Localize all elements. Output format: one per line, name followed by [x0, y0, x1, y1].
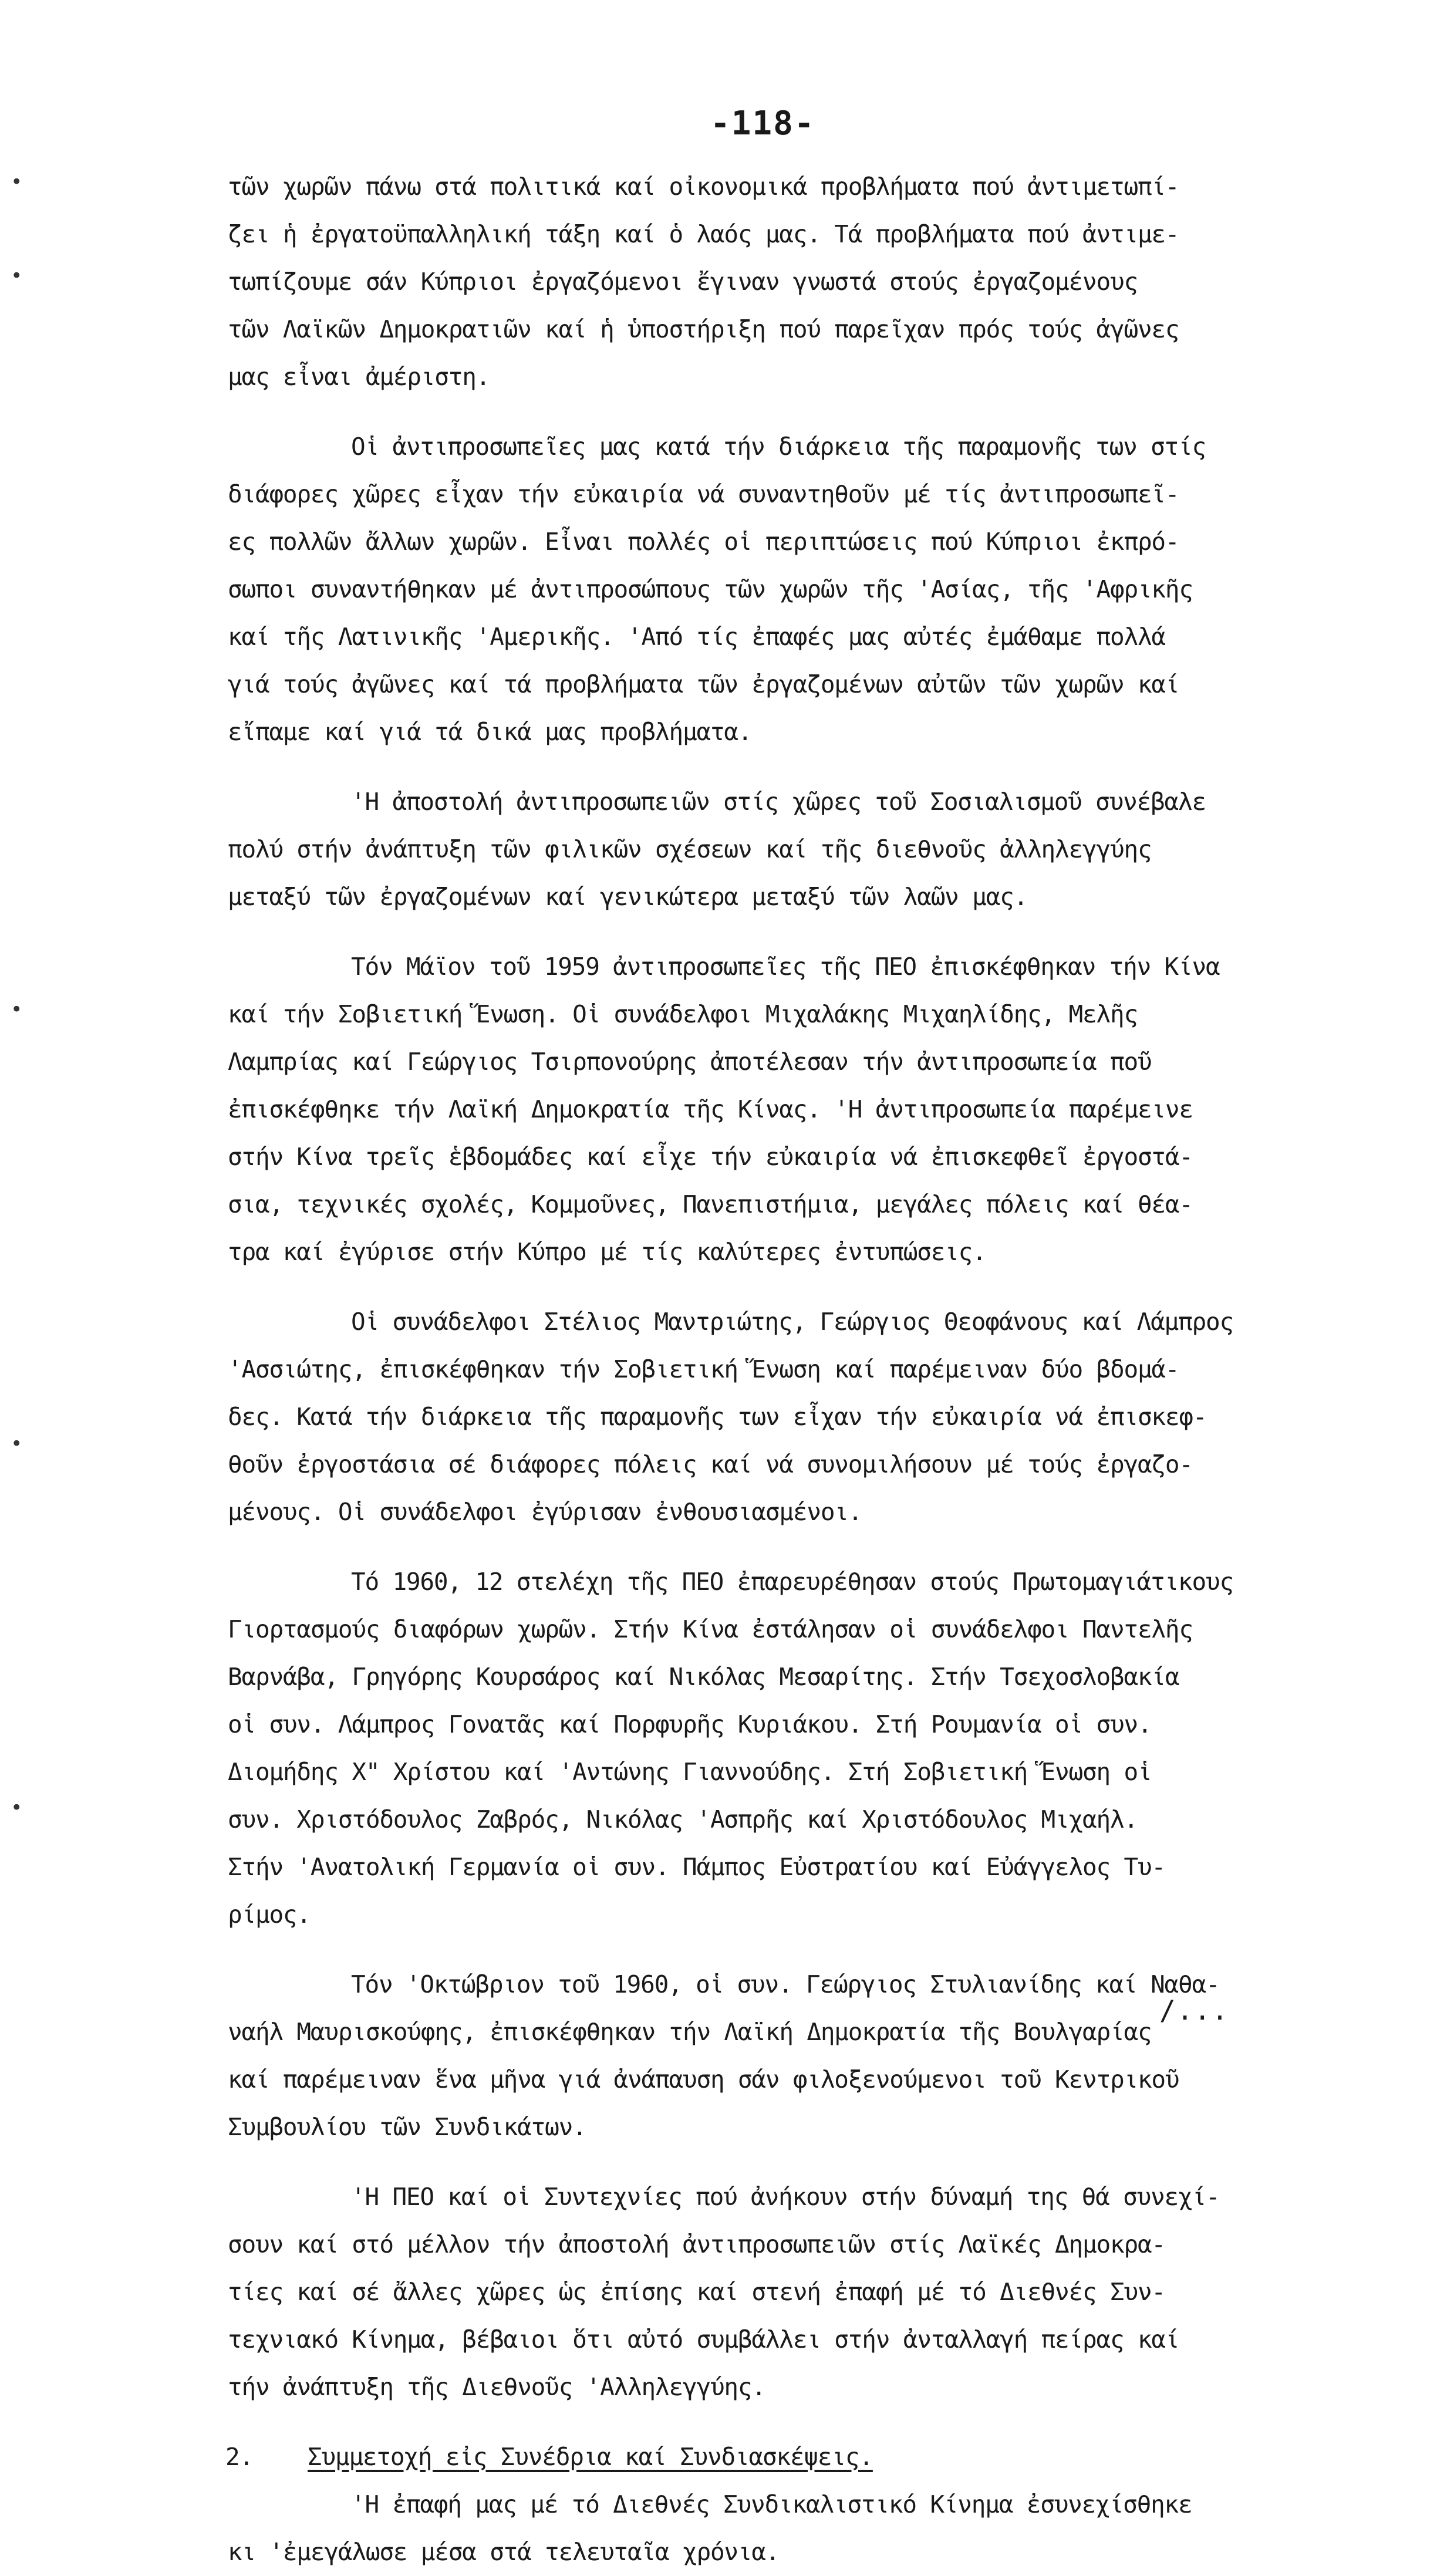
- text-line: Συμβουλίου τῶν Συνδικάτων.: [228, 2113, 586, 2141]
- text-line: 'Ασσιώτης, ἐπισκέφθηκαν τήν Σοβιετική Ἕνωση καί παρέμειναν δύο βδομά-: [228, 1355, 1179, 1383]
- text-line: Λαμπρίας καί Γεώργιος Τσιρπονούρης ἀποτέλεσαν τήν ἀντιπροσωπεία ποῦ: [228, 1048, 1152, 1076]
- text-line: Στήν 'Ανατολική Γερμανία οἱ συν. Πάμπος Εὐστρατίου καί Εὐάγγελος Τυ-: [228, 1853, 1165, 1881]
- margin-mark: •: [11, 998, 23, 1021]
- text-line: ες πολλῶν ἄλλων χωρῶν. Εἶναι πολλές οἱ περιπτώσεις πού Κύπριοι ἐκπρό-: [228, 528, 1179, 556]
- text-line: Γιορτασμούς διαφόρων χωρῶν. Στήν Κίνα ἐστάλησαν οἱ συνάδελφοι Παντελῆς: [228, 1615, 1193, 1643]
- text-line: διάφορες χῶρες εἶχαν τήν εὐκαιρία νά συναντηθοῦν μέ τίς ἀντιπροσωπεῖ-: [228, 480, 1179, 508]
- text-line: τίες καί σέ ἄλλες χῶρες ὡς ἐπίσης καί στενή ἐπαφή μέ τό Διεθνές Συν-: [228, 2278, 1165, 2306]
- text-line: γιά τούς ἀγῶνες καί τά προβλήματα τῶν ἐργαζομένων αὐτῶν τῶν χωρῶν καί: [228, 670, 1179, 698]
- text-line: μεταξύ τῶν ἐργαζομένων καί γενικώτερα μεταξύ τῶν λαῶν μας.: [228, 883, 1028, 911]
- text-line: θοῦν ἐργοστάσια σέ διάφορες πόλεις καί νά συνομιλήσουν μέ τούς ἐργαζο-: [228, 1450, 1193, 1478]
- text-line: σια, τεχνικές σχολές, Κομμοῦνες, Πανεπιστήμια, μεγάλες πόλεις καί θέα-: [228, 1190, 1193, 1218]
- continuation-mark: /...: [1159, 1994, 1229, 2026]
- text-line: Οἱ ἀντιπροσωπεῖες μας κατά τήν διάρκεια τῆς παραμονῆς των στίς: [351, 433, 1206, 461]
- text-line: στήν Κίνα τρεῖς ἑβδομάδες καί εἶχε τήν εὐκαιρία νά ἐπισκεφθεῖ ἐργοστά-: [228, 1143, 1193, 1171]
- margin-mark: •: [11, 1796, 23, 1819]
- paragraph: [228, 2481, 1320, 2576]
- text-line: σουν καί στό μέλλον τήν ἀποστολή ἀντιπροσωπειῶν στίς Λαϊκές Δημοκρα-: [228, 2230, 1165, 2258]
- text-line: καί τῆς Λατινικῆς 'Αμερικῆς. 'Από τίς ἐπαφές μας αὐτές ἐμάθαμε πολλά: [228, 623, 1165, 651]
- section-number: 2.: [225, 2443, 253, 2471]
- text-line: Οἱ συνάδελφοι Στέλιος Μαντριώτης, Γεώργιος Θεοφάνους καί Λάμπρος: [351, 1308, 1233, 1336]
- text-line: 'Η ἐπαφή μας μέ τό Διεθνές Συνδικαλιστικό Κίνημα ἐσυνεχίσθηκε: [351, 2490, 1192, 2518]
- text-line: τήν ἀνάπτυξη τῆς Διεθνοῦς 'Αλληλεγγύης.: [228, 2373, 765, 2401]
- text-line: μας εἶναι ἀμέριστη.: [228, 363, 490, 391]
- text-line: οἱ συν. Λάμπρος Γονατᾶς καί Πορφυρῆς Κυριάκου. Στή Ρουμανία οἱ συν.: [228, 1710, 1152, 1738]
- text-line: τῶν Λαϊκῶν Δημοκρατιῶν καί ἡ ὑποστήριξη πού παρεῖχαν πρός τούς ἀγῶνες: [228, 315, 1179, 343]
- text-line: 'Η ἀποστολή ἀντιπροσωπειῶν στίς χῶρες τοῦ Σοσιαλισμοῦ συνέβαλε: [351, 788, 1206, 816]
- paragraph: [228, 1961, 1320, 2151]
- paragraph: [228, 423, 1320, 756]
- text-line: τῶν χωρῶν πάνω στά πολιτικά καί οἰκονομικά προβλήματα πού ἀντιμετωπί-: [228, 173, 1179, 201]
- text-line: ναήλ Μαυρισκούφης, ἐπισκέφθηκαν τήν Λαϊκή Δημοκρατία τῆς Βουλγαρίας: [228, 2018, 1152, 2046]
- text-line: εἴπαμε καί γιά τά δικά μας προβλήματα.: [228, 718, 752, 746]
- margin-mark: •: [11, 1432, 23, 1456]
- text-line: Τόν 'Οκτώβριον τοῦ 1960, οἱ συν. Γεώργιος Στυλιανίδης καί Ναθα-: [351, 1970, 1220, 1998]
- text-line: καί παρέμειναν ἕνα μῆνα γιά ἀνάπαυση σάν φιλοξενούμενοι τοῦ Κεντρικοῦ: [228, 2065, 1179, 2094]
- margin-mark: •: [11, 264, 23, 288]
- text-line: καί τήν Σοβιετική Ἕνωση. Οἱ συνάδελφοι Μιχαλάκης Μιχαηλίδης, Μελῆς: [228, 1000, 1138, 1028]
- text-line: Τό 1960, 12 στελέχη τῆς ΠΕΟ ἐπαρευρέθησαν στούς Πρωτομαγιάτικους: [351, 1568, 1233, 1596]
- paragraph: [228, 1558, 1320, 1939]
- text-line: συν. Χριστόδουλος Ζαβρός, Νικόλας 'Ασπρῆς καί Χριστόδουλος Μιχαήλ.: [228, 1805, 1138, 1834]
- text-line: τεχνιακό Κίνημα, βέβαιοι ὅτι αὐτό συμβάλλει στήν ἀνταλλαγή πείρας καί: [228, 2325, 1179, 2354]
- paragraph: [228, 2173, 1320, 2411]
- body-text: [225, 163, 1320, 2576]
- text-line: δες. Κατά τήν διάρκεια τῆς παραμονῆς των εἶχαν τήν εὐκαιρία νά ἐπισκεφ-: [228, 1403, 1207, 1431]
- margin-mark: •: [11, 170, 23, 194]
- paragraph: [228, 943, 1320, 1276]
- text-line: τωπίζουμε σάν Κύπριοι ἐργαζόμενοι ἔγιναν γνωστά στούς ἐργαζομένους: [228, 268, 1138, 296]
- section-heading: [225, 2433, 1320, 2481]
- text-line: ἐπισκέφθηκε τήν Λαϊκή Δημοκρατία τῆς Κίνας. 'Η ἀντιπροσωπεία παρέμεινε: [228, 1095, 1193, 1123]
- text-line: Διομήδης Χ" Χρίστου καί 'Αντώνης Γιαννούδης. Στή Σοβιετική Ἕνωση οἱ: [228, 1758, 1152, 1786]
- text-line: 'Η ΠΕΟ καί οἱ Συντεχνίες πού ἀνήκουν στήν δύναμή της θά συνεχί-: [351, 2183, 1220, 2211]
- text-line: Τόν Μάϊον τοῦ 1959 ἀντιπροσωπεῖες τῆς ΠΕΟ ἐπισκέφθηκαν τήν Κίνα: [351, 953, 1220, 981]
- text-line: πολύ στήν ἀνάπτυξη τῶν φιλικῶν σχέσεων καί τῆς διεθνοῦς ἀλληλεγγύης: [228, 835, 1152, 863]
- text-line: κι 'ἐμεγάλωσε μέσα στά τελευταῖα χρόνια.: [228, 2538, 780, 2566]
- section-title: Συμμετοχή εἰς Συνέδρια καί Συνδιασκέψεις.: [308, 2443, 873, 2471]
- page-number: -118-: [710, 104, 815, 143]
- text-line: Βαρνάβα, Γρηγόρης Κουρσάρος καί Νικόλας Μεσαρίτης. Στήν Τσεχοσλοβακία: [228, 1663, 1179, 1691]
- paragraph: [228, 1298, 1320, 1536]
- text-line: τρα καί ἐγύρισε στήν Κύπρο μέ τίς καλύτερες ἐντυπώσεις.: [228, 1238, 986, 1266]
- paragraph: [228, 778, 1320, 921]
- text-line: ζει ἡ ἐργατοϋπαλληλική τάξη καί ὁ λαός μας. Τά προβλήματα πού ἀντιμε-: [228, 220, 1179, 248]
- text-line: μένους. Οἱ συνάδελφοι ἐγύρισαν ἐνθουσιασμένοι.: [228, 1498, 862, 1526]
- paragraph: [228, 163, 1320, 401]
- text-line: σωποι συναντήθηκαν μέ ἀντιπροσώπους τῶν χωρῶν τῆς 'Ασίας, τῆς 'Αφρικῆς: [228, 575, 1193, 603]
- text-line: ρίμος.: [228, 1900, 311, 1929]
